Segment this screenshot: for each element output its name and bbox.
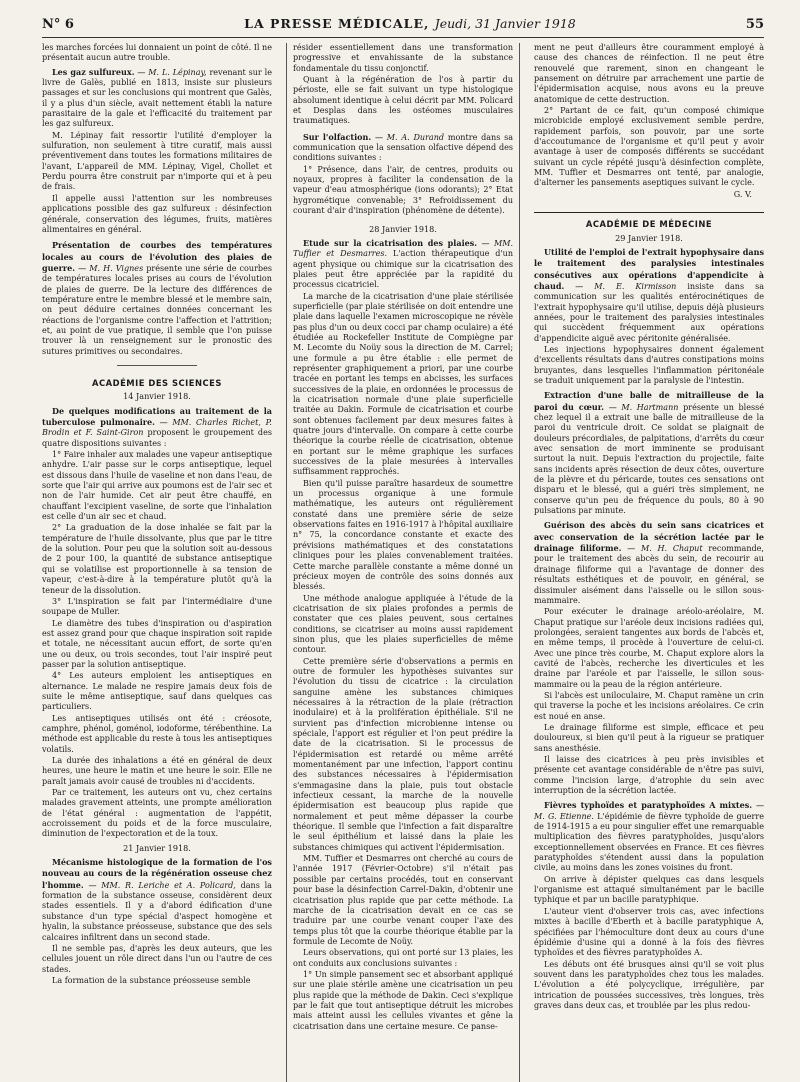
article-author: — MM. R. Leriche et A. Policard, <box>88 880 236 890</box>
paragraph: La formation de la substance préosseuse semble <box>52 975 251 985</box>
paragraph: dans la formation de la substance osseuse, considèrent deux stades essentiels. Il y a d'abord édification d'une substance d'un type spécial d'aspect homogène et hyalin, la substance préosseuse, substance que des sels calcaires infiltrent dans un second stade. <box>42 880 272 942</box>
paragraph: insiste dans sa communication sur les qualités entérocinétiques de l'extrait hypophysaire qu'il utilise, depuis déjà plusieurs années, pour le traitement des paralysies intestinales qui succèdent fréquemment aux opérations d'appendicite aiguë avec péritonite généralisée. <box>534 281 764 343</box>
paragraph: ment ne peut d'ailleurs être couramment employé à cause des chances de réinfection. Il ne peut être renouvelé que rarement, sinon en changeant le pansement on détruire par arrachement une partie de l'épidermisation acquise, nous avons eu la preuve anatomique de cette destruction. <box>534 43 764 104</box>
paragraph: La durée des inhalations a été en général de deux heures, une heure le matin et une heure le soir. Elle ne paraît jamais avoir causé de troubles ni d'accidents. <box>42 756 272 786</box>
paragraph: Il ne semble pas, d'après les deux auteurs, que les cellules jouent un rôle direct dans l'un ou l'autre de ces stades. <box>42 943 272 974</box>
paragraph: montre dans sa communication que la sensation olfactive dépend des conditions suivantes : <box>292 132 514 163</box>
session-date: 14 Janvier 1918. <box>123 391 191 402</box>
paragraph: 1° Présence, dans l'air, de centres, produits ou noyaux, propres à faciliter la condensation de la vapeur d'eau atmosphérique (ions odorants); 2° Etat hygrométique convenable; 3° Refroidissement du courant d'air d'inspiration (phénomène de détente). <box>292 164 514 216</box>
article-title: Utilité de l'emploi de l'extrait hypophysaire dans le traitement des paralysies intestinales consécutives aux opérations d'appendicite à chaud. <box>534 246 764 291</box>
issue-number: N° 6 <box>42 17 74 32</box>
article-title: Extraction d'une balle de mitrailleuse de la paroi du cœur. <box>534 390 764 412</box>
article-title: De quelques modifications au traitement de la tuberculose pulmonaire. <box>42 405 272 427</box>
paragraph: On arrive à dépister quelques cas dans lesquels l'organisme est attaqué simultanément par le bacille typhique et par un bacille paratyphique. <box>534 874 764 905</box>
article-author: — M. H. Vignes <box>78 263 144 273</box>
paragraph: Le drainage filiforme est simple, efficace et peu douloureux, si bien qu'il peut à la rigueur se pratiquer sans anesthésie. <box>534 722 764 753</box>
article-title: Présentation de courbes des températures locales au cours de l'évolution des plaies de guerre. <box>42 240 272 273</box>
paragraph: recommande, pour le traitement des abcès du sein, de recourir au drainage filiforme qui a l'avantage de donner des résultats esthétiques et de pouvoir, en général, se dissimuler aisément dans l'aisselle ou le sillon sous-mammaire. <box>534 544 764 605</box>
paragraph: les marches forcées lui donnaient un point de côté. Il ne présentait aucun autre trouble. <box>42 43 272 63</box>
paragraph: Une méthode analogue appliquée à l'étude de la cicatrisation de six plaies profondes a permis de constater que ces plaies peuvent, sous certaines conditions, se cicatriser au moins aussi rapidement sinon plus, que les plaies superficielles de même contour. <box>292 593 514 655</box>
paragraph: Le diamètre des tubes d'inspiration ou d'aspiration est assez grand pour que chaque inspiration soit rapide et totale, ne nécessitant aucun effort, de sorte qu'en une ou deux, ou trois secondes, tout l'air inspiré peut passer par la solution antiseptique. <box>42 618 272 669</box>
paragraph: Les débuts ont été brusques ainsi qu'il se voit plus souvent dans les paratyphoïdes chez tous les malades. L'évolution a été polycyclique, irrégulière, par intrication de poussées successives, très longues, très graves dans deux cas, et troublée par les plus redou- <box>534 959 764 1010</box>
article-lepinay <box>42 67 272 130</box>
paragraph: Pour exécuter le drainage aréolo-aréolaire, M. Chaput pratique sur l'aréole deux incisions radiées qui, prolongées, seraient tangentes aux bords de l'abcès et, en même temps, il procède à l'ouverture de celui-ci. Avec une pince très courbe, M. Chaput explore alors la cavité de l'abcès, recherche les diverticules et les draine par l'aréole et par l'aisselle, le sillon sous-mammaire ou la peau de la région antérieure. <box>534 607 764 689</box>
text-columns <box>42 43 764 1082</box>
paragraph: Les antiseptiques utilisés ont été : créosote, camphre, phénol, goménol, iodoforme, térébenthine. La méthode est applicable du reste à tous les antiseptiques volatils. <box>42 713 272 754</box>
article-title: Etude sur la cicatrisation des plaies. <box>302 237 478 248</box>
paragraph: 1° Faire inhaler aux malades une vapeur antiseptique anhydre. L'air passe sur le corps antiseptique, lequel est dissous dans l'huile de vaseline et non dans l'eau, de sorte que l'air qui arrive aux poumons est de l'air sec et non de l'air humide. Cet air peut être chauffé, en chauffant l'excipient vaseline, de sorte que l'inhalation est celle d'un air sec et chaud. <box>42 450 272 522</box>
article-richet <box>42 406 272 449</box>
author-signature: G. V. <box>733 189 752 199</box>
paragraph: revenant sur le livre de Galès, publié en 1813, insiste sur plusieurs passages et sur les conclusions qui montrent que Galès, il y a plus d'un siècle, avait nettement établi la nature parasitaire de la gale et l'efficacité du traitement par les gaz sulfureux. <box>42 67 272 129</box>
paragraph: 2° Partant de ce fait, qu'un composé chimique microbicide employé exclusivement semble perdre, rapidement parfois, son pouvoir, par une sorte d'accoutumance de l'organisme et qu'il peut y avoir avantage à user de composés différents se succédant suivant un cycle répété jusqu'à désinfection complète, MM. Tuffier et Desmarres ont tenté, par analogie, d'alterner les pansements aseptiques suivant le cycle. <box>534 106 764 188</box>
masthead-title: LA PRESSE MÉDICALE, <box>244 16 430 31</box>
article-author: — M. L. Lépinay, <box>137 67 207 77</box>
paragraph: présente un blessé chez lequel il a extrait une balle de mitrailleuse de la paroi du ventricule droit. Ce soldat se plaignait de douleurs précordiales, de palpitations, d'arrêts du cœur avec sensation de mort imminente se produisant surtout la nuit. Depuis l'extraction du projectile, faite sans incidents après résection de deux côtes, ouverture de la plèvre et du péricarde, toutes ces sensations ont disparu et le blessé, qui a guéri très simplement, ne conserve qu'un peu de fréquence du pouls, 80 à 90 pulsations par minute. <box>534 402 764 516</box>
page-header <box>42 16 764 38</box>
article-hartmann <box>534 390 764 516</box>
section-heading: ACADÉMIE DES SCIENCES <box>92 377 222 388</box>
article-tuffier <box>293 238 513 291</box>
column-middle <box>286 43 520 1082</box>
session-date: 29 Janvier 1918. <box>615 232 683 243</box>
article-author: — M. E. Kirmisson <box>575 281 677 291</box>
paragraph: L'épidémie de fièvre typhoïde de guerre de 1914-1915 a eu pour singulier effet une remarquable multiplication des fièvres paratyphoïdes, jusqu'alors exceptionnellement observées en France. Et ces fièvres paratyphoïdes s'étendent aussi dans la population civile, au moins dans les zones voisines du front. <box>534 811 764 873</box>
article-title: Mécanisme histologique de la formation de l'os nouveau au cours de la régénération osseuse chez l'homme. <box>42 857 272 890</box>
article-author: — MM. Tuffier et Desmarres. <box>292 238 514 259</box>
section-heading: ACADÉMIE DE MÉDECINE <box>534 212 764 229</box>
paragraph: Par ce traitement, les auteurs ont vu, chez certains malades gravement atteints, une prompte amélioration de l'état général : augmentation de l'appétit, accroissement du poids et de la force musculaire, diminution de l'expectoration et de la toux. <box>42 788 272 839</box>
page-number: 55 <box>745 17 764 32</box>
article-author: — M. A. Durand <box>374 132 445 142</box>
paragraph: Bien qu'il puisse paraître hasardeux de soumettre un processus organique à une formule mathématique, les auteurs ont régulièrement constaté dans une première série de seize observations faites en 1916-1917 à l'hôpital auxiliaire n° 75, la concordance constante et exacte des prévisions mathématiques et des constatations cliniques pour les plaies convenablement traitées. Cette marche parallèle constante a même donné un précieux moyen de contrôle des soins donnés aux blessés. <box>292 478 514 592</box>
article-author: — M. H. Chaput <box>627 544 703 554</box>
divider <box>117 365 197 366</box>
column-left <box>42 43 272 1082</box>
session-date: 21 Janvier 1918. <box>123 842 191 853</box>
article-author: — M. G. Etienne. <box>534 801 764 821</box>
article-chaput <box>534 520 764 606</box>
paragraph: 3° L'inspiration se fait par l'intermédiaire d'une soupape de Muller. <box>42 596 272 617</box>
paragraph: MM. Tuffier et Desmarres ont cherché au cours de l'année 1917 (Février-Octobre) s'il n'était pas possible par certains procédés, tout en conservant pour base la désinfection Carrel-Dakin, d'obtenir une cicatrisation plus rapide que par cette méthode. La marche de la cicatrisation devait en ce cas se traduire par une courbe venant couper l'axe des temps plus tôt que la courbe théorique établie par la formule de Lecomte de Noüy. <box>292 854 514 946</box>
article-author: — MM. Charles Richet, P. Brodin et F. Saint-Giron <box>42 418 272 438</box>
paragraph: Il appelle aussi l'attention sur les nombreuses applications possible des gaz sulfureux : désinfection générale, conservation des légumes, fruits, matières alimentaires en général. <box>42 193 272 234</box>
paragraph: 1° Un simple pansement sec et absorbant appliqué sur une plaie stérile amène une cicatrisation un peu plus rapide que la méthode de Dakin. Ceci s'explique par le fait que tout antiseptique détruit les microbes mais atteint aussi les cellules vivantes et gêne la cicatrisation dans une certaine mesure. Ce panse- <box>292 969 514 1031</box>
article-title: Les gaz sulfureux. <box>52 66 135 77</box>
paragraph: Il laisse des cicatrices à peu près invisibles et présente cet avantage considérable de n'être pas suivi, comme l'incision large, d'atrophie du sein avec interruption de la sécrétion lactée. <box>534 755 764 796</box>
article-vignes <box>42 240 272 357</box>
article-title: Sur l'olfaction. <box>302 131 372 142</box>
article-durand <box>293 132 513 164</box>
article-author: — M. Hartmann <box>608 402 679 412</box>
article-kirmisson <box>534 247 764 344</box>
paragraph: Si l'abcès est uniloculaire, M. Chaput ramène un crin qui traverse la poche et les incisions aréolaires. Ce crin est noué en anse. <box>534 690 764 721</box>
paragraph: Les injections hypophysaires donnent également d'excellents résultats dans d'autres constipations moins bruyantes, dans lesquelles l'inflammation péritonéale se traduit uniquement par la paralysie de l'intestin. <box>534 344 764 385</box>
paragraph: résider essentiellement dans une transformation progressive et envahissante de la substance fondamentale du tissu conjonctif. <box>292 43 514 73</box>
masthead-date: Jeudi, 31 Janvier 1918 <box>434 16 576 31</box>
masthead <box>244 16 576 31</box>
column-right <box>534 43 764 1082</box>
paragraph: Cette première série d'observations a permis en outre de formuler les hypothèses suivantes sur l'évolution du tissu de cicatrice : la circulation sanguine amène les substances chimiques nécessaires à la rétraction de la plaie (rétraction inodulaire) et à la prolifération épithéliale. S'il ne survient pas d'infection microbienne intense ou spéciale, l'apport est régulier et l'on peut prédire la date de la cicatrisation. Si le processus de l'épidermisation est retardé ou même arrêté momentanément par une infection, l'apport continu des substances nécessaires à l'épidermisation s'emmagasine dans la plaie, puis tout obstacle infectieux cessant, la marche de la nouvelle épidermisation est beaucoup plus rapide que normalement et peut même dépasser la courbe théorique. Il semble que l'infection a fait disparaître le seul épithélium et laissé dans la plaie les substances chimiques qui activent l'épidermisation. <box>292 656 514 852</box>
article-title: Guérison des abcès du sein sans cicatrices et avec conservation de la sécrétion lactée par le drainage filiforme. <box>534 520 764 554</box>
paragraph: L'auteur vient d'observer trois cas, avec infections mixtes à bacille d'Eberth et à bacille paratyphique A, spécifiées par l'hémoculture dont deux au cours d'une épidémie d'usine qui a donné à la fois des fièvres typhoïdes et des fièvres paratyphoïdes A. <box>534 906 764 958</box>
session-date: 28 Janvier 1918. <box>369 223 437 234</box>
paragraph: Leurs observations, qui ont porté sur 13 plaies, les ont conduits aux conclusions suivantes : <box>292 948 514 968</box>
paragraph: 2° La graduation de la dose inhalée se fait par la température de l'huile dissolvante, plus que par le titre de la solution. Pour peu que la solution soit au-dessous de 2 pour 100, la quantité de substance antiseptique qui se volatilise est proportionnelle à sa tension de vapeur, c'est-à-dire à la température plutôt qu'à la teneur de la dissolution. <box>42 523 272 595</box>
paragraph: proposent le groupement des quatre dispositions suivantes : <box>42 428 272 448</box>
paragraph: L'action thérapeutique d'un agent physique ou chimique sur la cicatrisation des plaies peut être appréciée par la rapidité du processus cicatriciel. <box>292 249 514 290</box>
article-leriche <box>42 857 272 943</box>
paragraph: présente une série de courbes de températures locales prises au cours de l'évolution de plaies de guerre. De la lecture des différences de température entre le membre blessé et le membre sain, on peut déduire certaines données concernant les réactions de l'organisme contre l'affection et l'attrition; et, au point de vue pratique, il semble que l'on puisse trouver là un renseignement sur le pronostic des sutures primitives ou secondaires. <box>42 263 272 356</box>
article-etienne <box>534 800 764 873</box>
paragraph: Quant à la régénération de l'os à partir du périoste, elle se fait suivant un type histologique absolument identique à celui décrit par MM. Policard et Desplas dans les ostéomes musculaires traumatiques. <box>292 75 514 126</box>
paragraph: La marche de la cicatrisation d'une plaie stérilisée superficielle (par plaie stérilisée on doit entendre une plaie dans laquelle l'examen microscopique ne révèle pas plus d'un ou deux cocci par champ oculaire) a été étudiée au Rockefeller Institute de Compiègne par M. Lecomte du Noüy sous la direction de M. Carrel; une formule a pu être établie : elle permet de représenter graphiquement a priori, par une courbe tracée en portant les temps en abcisses, les surfaces successives de la plaie, en ordonnées le processus de la cicatrisation normale d'une plaie superficielle traitée au Dakin. Formule de cicatrisation et courbe sont obtenues facilement par deux mesures faites à quatre jours d'intervalle. On compare à cette courbe théorique la courbe réelle de cicatrisation, obtenue en portant sur le même graphique les surfaces successives de la plaie mesurées à intervalles suffisamment rapprochés. <box>292 291 514 477</box>
article-title: Fièvres typhoïdes et paratyphoïdes A mixtes. <box>544 800 753 811</box>
paragraph: 4° Les auteurs emploient les antiseptiques en alternance. Le malade ne respire jamais deux fois de suite le même antiseptique, sauf dans quelques cas particuliers. <box>42 671 272 712</box>
paragraph: M. Lépinay fait ressortir l'utilité d'employer la sulfuration, non seulement à titre curatif, mais aussi préventivement dans toutes les formations militaires de l'avant, L'appareil de MM. Lépinay, Vigel, Chollet et Perdu pourra être construit par n'importe qui et à peu de frais. <box>42 130 272 192</box>
